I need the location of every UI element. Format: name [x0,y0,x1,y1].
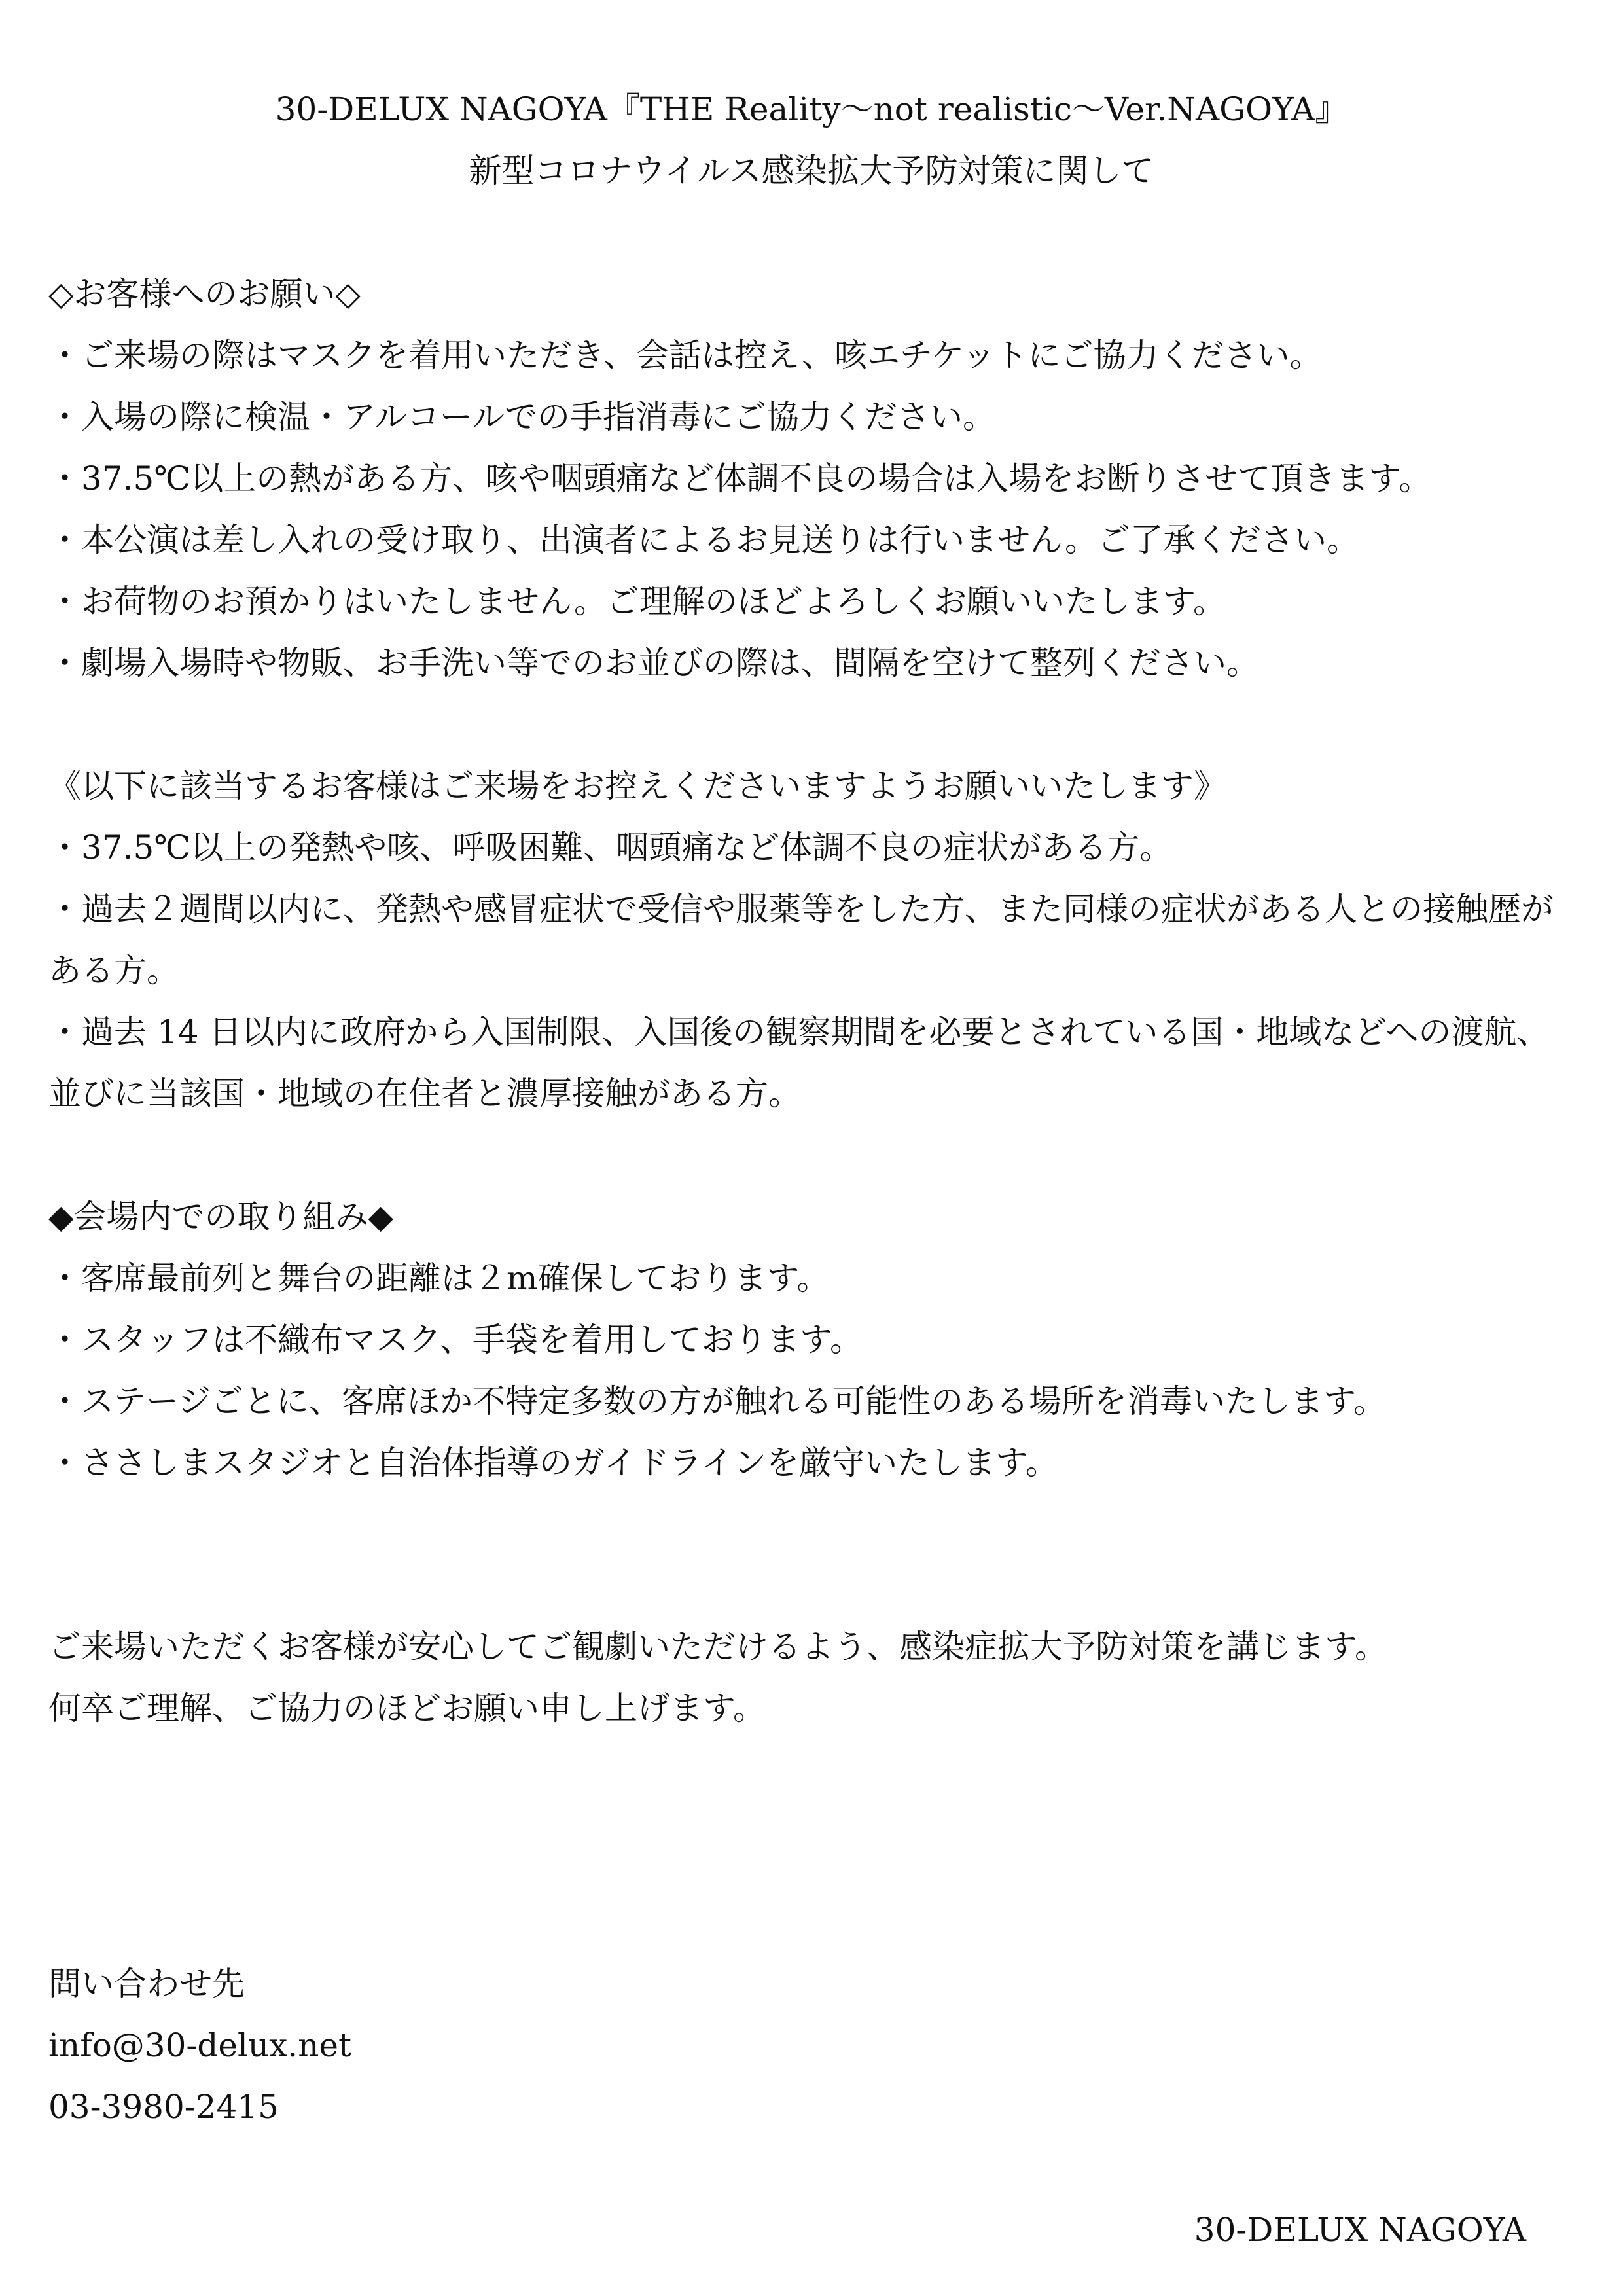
contact-section [48,1953,1573,2138]
list-item: ・劇場入場時や物販、お手洗い等でのお並びの際は、間隔を空けて整列ください。 [48,644,1259,682]
requests-section [48,263,1573,694]
list-item: ・37.5℃以上の熱がある方、咳や咽頭痛など体調不良の場合は入場をお断りさせて頂きます。 [48,459,1432,497]
list-item: ・客席最前列と舞台の距離は２m確保しております。 [48,1259,830,1297]
closing-section [48,1616,1573,1739]
closing-text: 何卒ご理解、ご協力のほどお願い申し上げます。 [48,1689,766,1727]
contact-label: 問い合わせ先 [48,1965,245,2003]
measures-section [48,1186,1573,1494]
list-item: ・入場の際に検温・アルコールでの手指消毒にご協力ください。 [48,398,995,436]
decline-heading: 《以下に該当するお客様はご来場をお控えくださいますようお願いいたします》 [48,767,1226,805]
list-item: ・本公演は差し入れの受け取り、出演者によるお見送りは行いません。ご了承ください。 [48,521,1359,559]
list-item: ・37.5℃以上の発熱や咳、呼吸困難、咽頭痛など体調不良の症状がある方。 [48,829,1173,867]
list-item: ・ステージごとに、客席ほか不特定多数の方が触れる可能性のある場所を消毒いたします。 [48,1382,1386,1420]
list-item: ・過去 14 日以内に政府から入国制限、入国後の観察期間を必要とされている国・地域などへの渡航、並びに当該国・地域の在住者と濃厚接触がある方。 [48,1013,1550,1113]
contact-phone: 03-3980-2415 [48,2088,279,2126]
requests-heading: ◇お客様へのお願い◇ [48,275,361,313]
page-title: 30-DELUX NAGOYA『THE Reality～not realistic～Ver.NAGOYA』 [275,90,1348,128]
footer-organization: 30-DELUX NAGOYA [1194,2211,1526,2249]
list-item: ・お荷物のお預かりはいたしません。ご理解のほどよろしくお願いいたします。 [48,583,1226,620]
measures-heading: ◆会場内での取り組み◆ [48,1198,393,1236]
decline-section [48,755,1573,1124]
list-item: ・ご来場の際はマスクを着用いただき、会話は控え、咳エチケットにご協力ください。 [48,336,1323,374]
closing-text: ご来場いただくお客様が安心してご観劇いただけるよう、感染症拡大予防対策を講じます。 [48,1628,1387,1666]
list-item: ・過去２週間以内に、発熱や感冒症状で受信や服薬等をした方、また同様の症状がある人との接触歴がある方。 [48,890,1554,990]
list-item: ・ささしまスタジオと自治体指導のガイドラインを厳守いたします。 [48,1444,1058,1482]
page-subtitle: 新型コロナウイルス感染拡大予防対策に関して [469,152,1154,190]
list-item: ・スタッフは不織布マスク、手袋を着用しております。 [48,1321,863,1359]
contact-email: info@30-delux.net [48,2026,352,2064]
